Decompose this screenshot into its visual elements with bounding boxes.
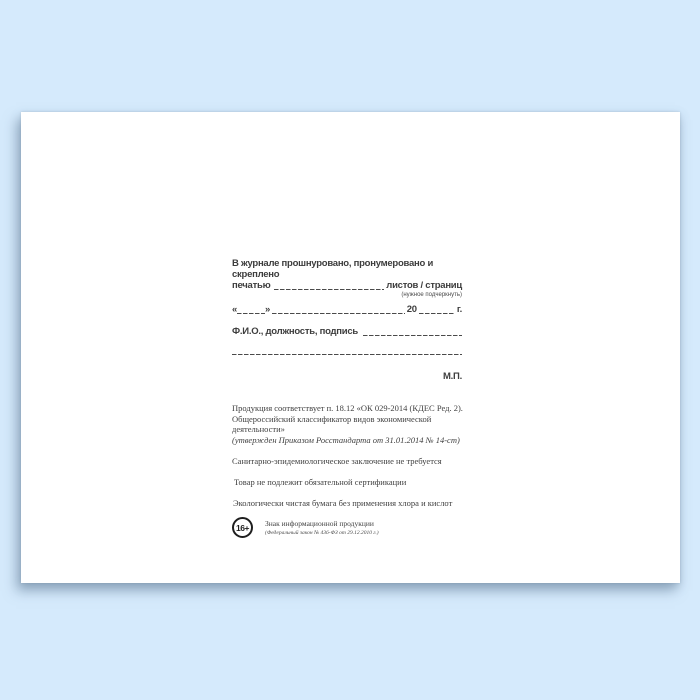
age-rating-row (232, 517, 478, 538)
fio-line (232, 326, 462, 337)
info-product-title: Знак информационной продукции (265, 518, 374, 528)
day-blank (237, 304, 265, 314)
quote-close: » (265, 304, 271, 315)
classifier-paragraph (232, 403, 478, 445)
stamp-header: В журнале прошнуровано, пронумеровано и скреплено (232, 258, 434, 280)
year-prefix: 20 (406, 304, 417, 315)
stamp-area (232, 258, 462, 383)
info-product-law: (Федеральный закон № 436-ФЗ от 29.12.2010 г.) (265, 529, 379, 536)
sheets-label: листов / страниц (386, 280, 462, 291)
certification-area (232, 403, 478, 538)
year-blank (419, 304, 455, 314)
seal-place-abbr: М.П. (442, 371, 462, 382)
sealed-sheets-line (232, 280, 462, 291)
eco-statement: Экологически чистая бумага без применения хлора и кислот (233, 498, 453, 508)
sanitary-statement: Санитарно-эпидемиологическое заключение не требуется (232, 456, 442, 466)
fio-blank (363, 326, 462, 336)
age-rating-icon: 16+ (232, 517, 253, 538)
sealed-label: печатью (232, 280, 271, 291)
underline-note: (нужное подчеркнуть) (401, 292, 462, 298)
certification-statement: Товар не подлежит обязательной сертификации (234, 477, 407, 487)
quote-open: « (232, 304, 238, 315)
date-line (232, 304, 462, 315)
year-suffix: г. (456, 304, 462, 315)
journal-back-page (21, 112, 680, 583)
classifier-line-1: Продукция соответствует п. 18.12 «ОК 029-2014 (КДЕС Ред. 2). (232, 403, 463, 413)
classifier-line-3: (утвержден Приказом Росстандарта от 31.01.2014 № 14-ст) (232, 434, 460, 445)
age-rating-text (265, 520, 379, 536)
classifier-line-2: Общероссийский классификатор видов экономической деятельности» (232, 413, 432, 434)
month-blank (272, 304, 405, 314)
sheets-count-blank (274, 280, 384, 290)
signature-line (232, 345, 462, 355)
fio-label: Ф.И.О., должность, подпись (232, 326, 359, 337)
